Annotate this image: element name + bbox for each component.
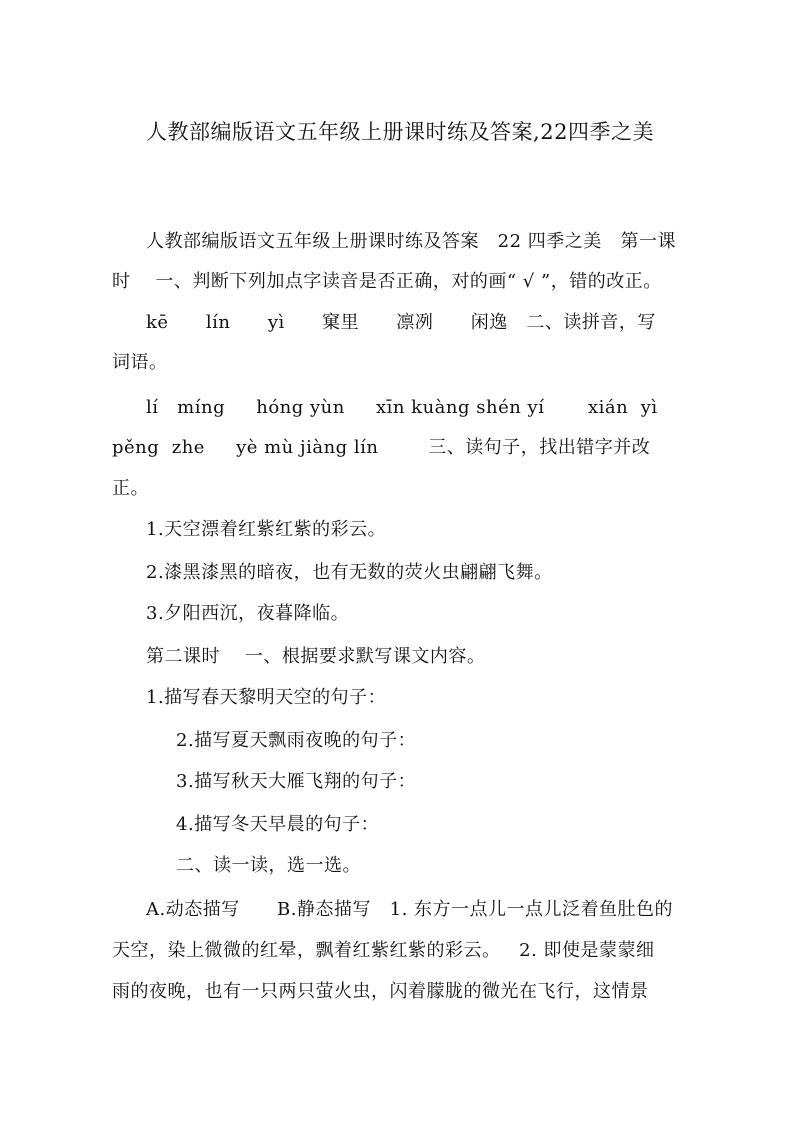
text-line: 2.漆黑漆黑的暗夜，也有无数的荧火虫翩翩飞舞。 [146,562,553,583]
text-line: 3.夕阳西沉，夜暮降临。 [146,603,350,624]
text-line: 词语。 [112,352,168,373]
text-line: 3.描写秋天大雁飞翔的句子： [176,771,417,792]
text-line: pěng zhe yè mù jiàng lín 三、读句子，找出错字并改 [112,437,651,458]
text-line: kē lín yì 窠里 凛冽 闲逸 二、读拼音，写 [146,312,656,333]
text-line: 天空，染上微微的红晕，飘着红紫红紫的彩云。 2. 即使是蒙蒙细 [112,940,655,961]
text-line: 二、读一读，选一选。 [176,855,361,876]
text-line: A.动态描写 B.静态描写 1. 东方一点儿一点儿泛着鱼肚色的 [146,899,674,920]
text-line: 1.天空漂着红紫红紫的彩云。 [146,519,387,540]
text-line: 雨的夜晚，也有一只两只萤火虫，闪着朦胧的微光在飞行，这情景 [112,981,649,1002]
document-title: 人教部编版语文五年级上册课时练及答案,22四季之美 [146,120,654,144]
text-line: 时 一、判断下列加点字读音是否正确，对的画“ √ ”，错的改正。 [112,271,662,292]
text-line: 1.描写春天黎明天空的句子： [146,687,387,708]
text-line: 人教部编版语文五年级上册课时练及答案 22 四季之美 第一课 [146,231,676,252]
text-line: 正。 [112,478,149,499]
text-line: 2.描写夏天飘雨夜晚的句子： [176,730,417,751]
text-line: 第二课时 一、根据要求默写课文内容。 [146,646,486,667]
text-line: 4.描写冬天早晨的句子： [176,814,380,835]
text-line: lí míng hóng yùn xīn kuàng shén yí xián yì [146,397,658,418]
